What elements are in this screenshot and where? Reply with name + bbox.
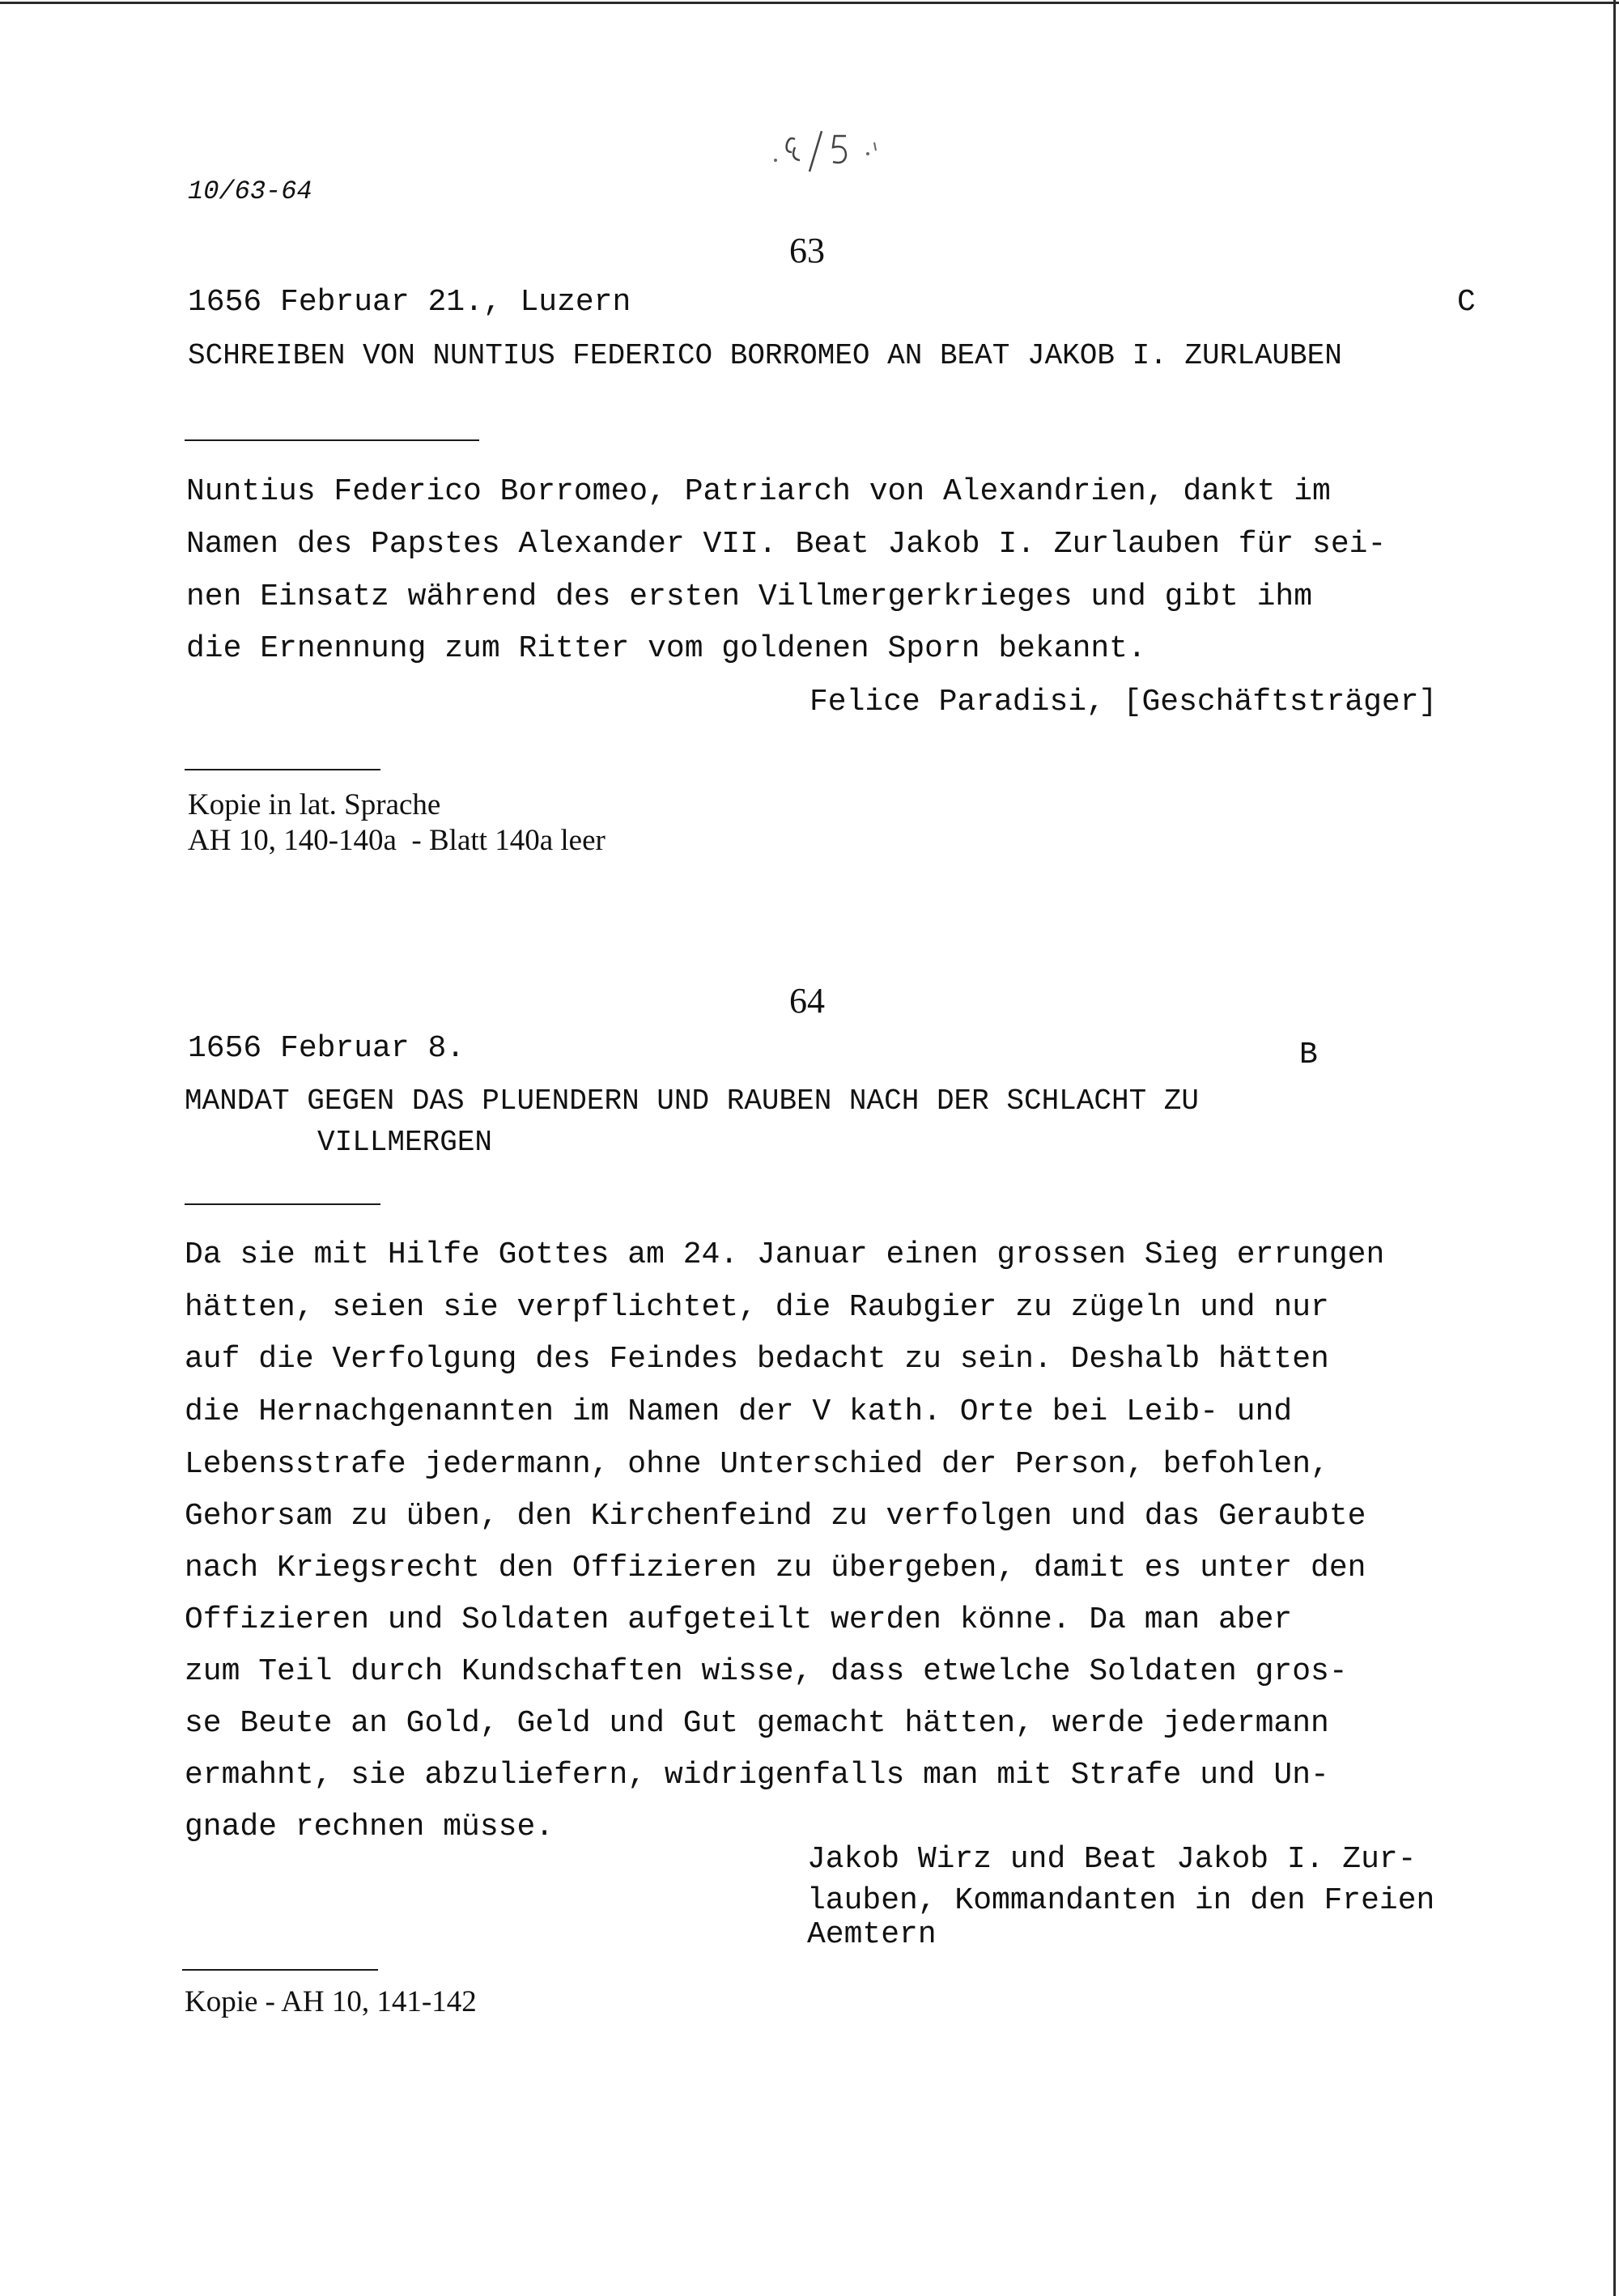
- doc63-source-line-1: Kopie in lat. Sprache: [188, 788, 441, 821]
- doc64-summary-line-5: Lebensstrafe jedermann, ohne Unterschied der Person, befohlen,: [185, 1447, 1329, 1482]
- doc63-source-line-2: AH 10, 140-140a - Blatt 140a leer: [188, 824, 606, 857]
- doc64-summary-line-2: hätten, seien sie verpflichtet, die Raubgier zu zügeln und nur: [185, 1290, 1329, 1325]
- doc64-summary-line-8: Offizieren und Soldaten aufgeteilt werden könne. Da man aber: [185, 1602, 1293, 1637]
- doc64-signature-line-1: Jakob Wirz und Beat Jakob I. Zur-: [807, 1842, 1417, 1877]
- doc63-summary-line-1: Nuntius Federico Borromeo, Patriarch von Alexandrien, dankt im: [186, 474, 1331, 509]
- scan-edge-right: [1613, 0, 1616, 2296]
- doc64-source-divider: [182, 1969, 378, 1971]
- doc63-number: 63: [789, 231, 825, 270]
- doc64-title-line-1: MANDAT GEGEN DAS PLUENDERN UND RAUBEN NACH DER SCHLACHT ZU: [185, 1084, 1200, 1118]
- doc63-category: C: [1457, 285, 1476, 320]
- doc64-number: 64: [789, 981, 825, 1021]
- doc64-title-divider: [185, 1203, 380, 1205]
- doc63-summary-line-3: nen Einsatz während des ersten Villmergerkrieges und gibt ihm: [186, 579, 1313, 614]
- doc64-summary-line-9: zum Teil durch Kundschaften wisse, dass etwelche Soldaten gros-: [185, 1654, 1348, 1689]
- doc64-source: Kopie - AH 10, 141-142: [185, 1985, 477, 2018]
- doc64-signature-line-2: lauben, Kommandanten in den Freien: [807, 1883, 1435, 1918]
- doc63-title-divider: [185, 439, 479, 441]
- doc64-signature-line-3: Aemtern: [807, 1917, 937, 1952]
- handwritten-folio-note: [745, 121, 907, 178]
- doc64-title-line-2: VILLMERGEN: [317, 1126, 493, 1159]
- doc64-category: B: [1299, 1038, 1318, 1072]
- doc64-summary-line-4: die Hernachgenannten im Namen der V kath. Orte bei Leib- und: [185, 1394, 1293, 1429]
- doc64-date-place: 1656 Februar 8.: [188, 1031, 465, 1066]
- doc64-summary-line-12: gnade rechnen müsse.: [185, 1810, 555, 1844]
- doc63-summary-line-2: Namen des Papstes Alexander VII. Beat Jakob I. Zurlauben für sei-: [186, 527, 1387, 562]
- doc63-signature: Felice Paradisi, [Geschäftsträger]: [810, 685, 1438, 719]
- doc64-summary-line-1: Da sie mit Hilfe Gottes am 24. Januar einen grossen Sieg errungen: [185, 1237, 1385, 1272]
- doc64-summary-line-7: nach Kriegsrecht den Offizieren zu übergeben, damit es unter den: [185, 1551, 1366, 1585]
- doc64-summary-line-6: Gehorsam zu üben, den Kirchenfeind zu verfolgen und das Geraubte: [185, 1499, 1366, 1534]
- doc64-summary-line-10: se Beute an Gold, Geld und Gut gemacht hätten, werde jedermann: [185, 1706, 1329, 1741]
- scan-edge-top: [0, 2, 1619, 4]
- reference-number: 10/63-64: [188, 176, 312, 206]
- doc63-date-place: 1656 Februar 21., Luzern: [188, 285, 631, 320]
- doc63-summary-line-4: die Ernennung zum Ritter vom goldenen Sporn bekannt.: [186, 631, 1146, 666]
- doc63-title: SCHREIBEN VON NUNTIUS FEDERICO BORROMEO AN BEAT JAKOB I. ZURLAUBEN: [188, 339, 1342, 372]
- doc64-summary-line-3: auf die Verfolgung des Feindes bedacht zu sein. Deshalb hätten: [185, 1342, 1329, 1377]
- doc63-source-divider: [185, 769, 380, 770]
- doc64-summary-line-11: ermahnt, sie abzuliefern, widrigenfalls man mit Strafe und Un-: [185, 1758, 1329, 1793]
